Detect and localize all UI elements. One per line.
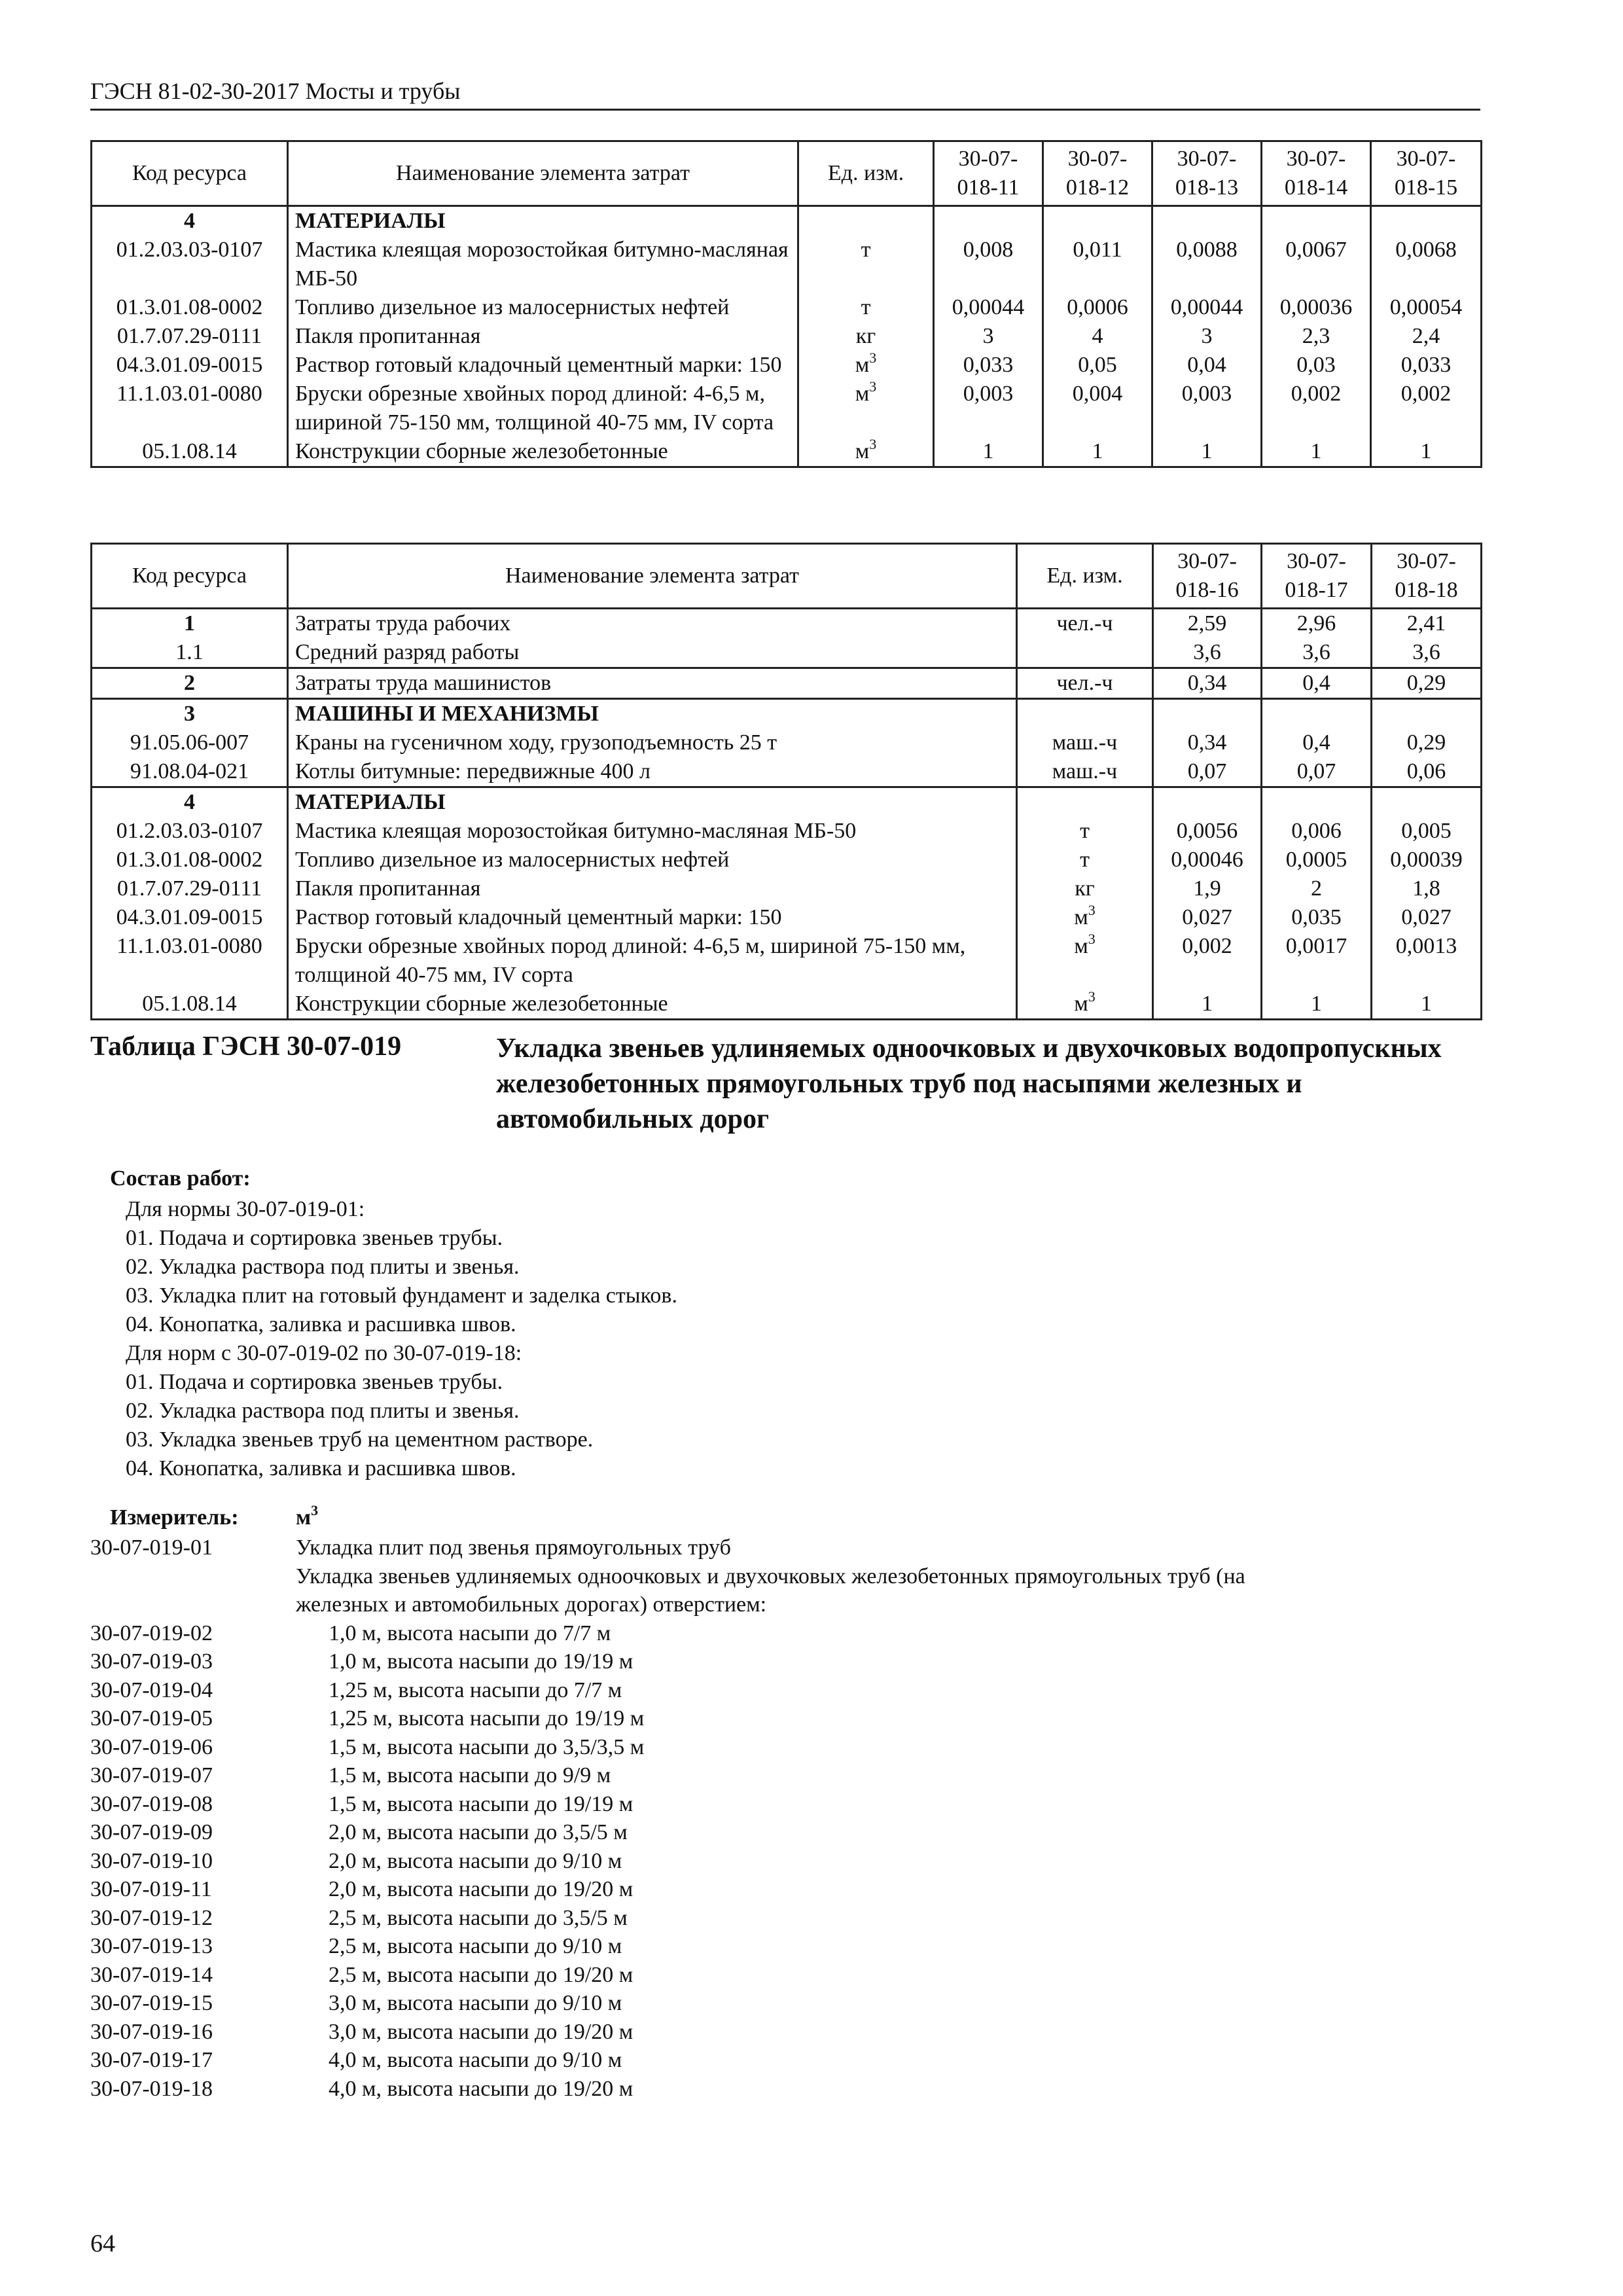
col-header-code: Код ресурса xyxy=(92,141,288,206)
list-item xyxy=(90,2018,1491,2047)
table-row xyxy=(92,236,1482,293)
resource-code: 04.3.01.09-0015 xyxy=(92,903,288,932)
list-item xyxy=(90,1704,1491,1733)
value-cell: 0,03 xyxy=(1262,351,1371,380)
value-cell: 0,002 xyxy=(1153,932,1262,990)
measure-unit: $м^3$ xyxy=(296,1502,319,1530)
list-item xyxy=(90,1534,1491,1562)
norm-code: 30-07-019-08 xyxy=(90,1791,213,1816)
norm-description: 2,0 м, высота насыпи до 19/20 м xyxy=(329,1877,633,1901)
norm-code: 30-07-019-14 xyxy=(90,1962,213,1987)
resource-name: Пакля пропитанная xyxy=(288,322,798,351)
resource-code: 91.05.06-007 xyxy=(92,728,288,757)
section-number: 3 xyxy=(92,699,288,729)
value-cell: 0,06 xyxy=(1372,757,1482,787)
resource-unit: $м^3$ xyxy=(1017,990,1153,1020)
resource-unit: т xyxy=(798,293,934,322)
resource-name: Затраты труда рабочих xyxy=(288,609,1017,639)
section-title: МАШИНЫ И МЕХАНИЗМЫ xyxy=(288,699,1017,729)
value-cell: 0,05 xyxy=(1043,351,1152,380)
list-item xyxy=(90,1676,1491,1705)
work-line: 01. Подача и сортировка звеньев трубы. xyxy=(126,1226,503,1250)
section-number: 1 xyxy=(92,609,288,639)
resource-unit: кг xyxy=(798,322,934,351)
norm-intro: Укладка звеньев удлиняемых одноочковых и двухочковых железобетонных прямоугольных труб (на xyxy=(296,1564,1245,1588)
norm-description: 2,0 м, высота насыпи до 3,5/5 м xyxy=(329,1820,628,1844)
col-header-norm: 30-07- 018-14 xyxy=(1262,141,1371,206)
section-row xyxy=(92,699,1482,729)
resource-unit: $м^3$ xyxy=(798,380,934,437)
resource-code: 11.1.03.01-0080 xyxy=(92,380,288,437)
work-line: 03. Укладка плит на готовый фундамент и заделка стыков. xyxy=(126,1283,677,1308)
page-number: 64 xyxy=(90,2230,115,2257)
norm-code: 30-07-019-15 xyxy=(90,1991,213,2015)
resource-unit: чел.-ч xyxy=(1017,668,1153,699)
value-cell: 2,96 xyxy=(1262,609,1372,639)
work-line: 01. Подача и сортировка звеньев трубы. xyxy=(126,1370,503,1394)
value-cell: 1 xyxy=(1153,990,1262,1020)
norm-code: 30-07-019-09 xyxy=(90,1820,213,1844)
value-cell: 1,9 xyxy=(1153,874,1262,903)
col-header-unit: Ед. изм. xyxy=(1017,544,1153,609)
list-item xyxy=(90,1733,1491,1762)
resource-code: 05.1.08.14 xyxy=(92,437,288,467)
section-number: 2 xyxy=(92,668,288,699)
resource-code: 01.3.01.08-0002 xyxy=(92,846,288,874)
list-item xyxy=(90,1790,1491,1819)
resource-unit: т xyxy=(798,236,934,293)
value-cell: 0,34 xyxy=(1153,668,1262,699)
value-cell: 0,0017 xyxy=(1262,932,1372,990)
norm-description: 1,0 м, высота насыпи до 19/19 м xyxy=(329,1649,633,1674)
value-cell: 3,6 xyxy=(1262,638,1372,668)
list-item xyxy=(90,1904,1491,1933)
norm-description: 1,25 м, высота насыпи до 7/7 м xyxy=(329,1677,622,1702)
resource-code: 01.7.07.29-0111 xyxy=(92,322,288,351)
resource-code: 01.7.07.29-0111 xyxy=(92,874,288,903)
running-header: ГЭСН 81-02-30-2017 Мосты и трубы xyxy=(90,78,461,104)
norm-code: 30-07-019-11 xyxy=(90,1877,212,1901)
norm-description: 4,0 м, высота насыпи до 19/20 м xyxy=(329,2076,633,2101)
norm-code: 30-07-019-05 xyxy=(90,1706,213,1731)
table-title: Таблица ГЭСН 30-07-019 xyxy=(90,1031,402,1062)
table-row xyxy=(92,351,1482,380)
value-cell: 0,07 xyxy=(1153,757,1262,787)
value-cell: 1 xyxy=(1262,437,1371,467)
norm-description: 3,0 м, высота насыпи до 19/20 м xyxy=(329,2019,633,2044)
list-item xyxy=(90,1818,1491,1847)
table-row xyxy=(92,846,1482,874)
value-cell: 0,4 xyxy=(1262,668,1372,699)
work-line: 02. Укладка раствора под плиты и звенья. xyxy=(126,1399,520,1423)
resource-name: Мастика клеящая морозостойкая битумно-масляная МБ-50 xyxy=(288,236,798,293)
value-cell: 0,008 xyxy=(934,236,1043,293)
table-row xyxy=(92,903,1482,932)
norm-list xyxy=(90,1534,1491,2103)
resource-name: Краны на гусеничном ходу, грузоподъемность 25 т xyxy=(288,728,1017,757)
col-header-name: Наименование элемента затрат xyxy=(288,141,798,206)
value-cell: 0,4 xyxy=(1262,728,1372,757)
value-cell: 1 xyxy=(1152,437,1262,467)
work-composition-title: Состав работ: xyxy=(110,1166,251,1191)
resource-name: Топливо дизельное из малосернистых нефтей xyxy=(288,846,1017,874)
resource-unit: чел.-ч xyxy=(1017,609,1153,639)
value-cell: 1 xyxy=(1043,437,1152,467)
table-header xyxy=(92,141,1482,206)
norm-description: 1,5 м, высота насыпи до 19/19 м xyxy=(329,1791,633,1816)
resource-unit xyxy=(1017,638,1153,668)
resource-name: Конструкции сборные железобетонные xyxy=(288,437,798,467)
resource-code: 11.1.03.01-0080 xyxy=(92,932,288,990)
list-item xyxy=(90,1989,1491,2018)
col-header-norm: 30-07- 018-16 xyxy=(1153,544,1262,609)
section-number: 4 xyxy=(92,787,288,817)
col-header-norm: 30-07- 018-17 xyxy=(1262,544,1372,609)
resource-code: 04.3.01.09-0015 xyxy=(92,351,288,380)
value-cell: 0,0068 xyxy=(1371,236,1482,293)
value-cell: 0,002 xyxy=(1371,380,1482,437)
value-cell: 1 xyxy=(1372,990,1482,1020)
list-item xyxy=(90,1875,1491,1904)
norm-description: 2,0 м, высота насыпи до 9/10 м xyxy=(329,1848,622,1873)
work-composition-list xyxy=(110,1195,677,1483)
resource-name: Средний разряд работы xyxy=(288,638,1017,668)
resource-name: Конструкции сборные железобетонные xyxy=(288,990,1017,1020)
norm-description: 1,5 м, высота насыпи до 9/9 м xyxy=(329,1763,611,1787)
resource-code: 05.1.08.14 xyxy=(92,990,288,1020)
header-rule xyxy=(90,109,1480,111)
value-cell: 0,00044 xyxy=(1152,293,1262,322)
value-cell: 0,0067 xyxy=(1262,236,1371,293)
list-item xyxy=(90,1932,1491,1961)
resource-name: Пакля пропитанная xyxy=(288,874,1017,903)
norm-code: 30-07-019-18 xyxy=(90,2076,213,2101)
norm-code: 30-07-019-03 xyxy=(90,1649,213,1674)
value-cell: 0,0005 xyxy=(1262,846,1372,874)
value-cell: 0,006 xyxy=(1262,817,1372,846)
value-cell: 2,41 xyxy=(1372,609,1482,639)
section-row xyxy=(92,206,1482,236)
col-header-norm: 30-07- 018-12 xyxy=(1043,141,1152,206)
resource-code: 01.2.03.03-0107 xyxy=(92,236,288,293)
col-header-norm: 30-07- 018-11 xyxy=(934,141,1043,206)
list-item xyxy=(90,1562,1491,1591)
resource-code: 01.3.01.08-0002 xyxy=(92,293,288,322)
value-cell: 3,6 xyxy=(1153,638,1262,668)
col-header-norm: 30-07- 018-13 xyxy=(1152,141,1262,206)
resource-unit: $м^3$ xyxy=(798,437,934,467)
resource-name: Топливо дизельное из малосернистых нефтей xyxy=(288,293,798,322)
norm-description: 1,5 м, высота насыпи до 3,5/3,5 м xyxy=(329,1734,645,1759)
norm-description: 1,25 м, высота насыпи до 19/19 м xyxy=(329,1706,645,1731)
norm-code: 30-07-019-16 xyxy=(90,2019,213,2044)
section-row xyxy=(92,609,1482,639)
table-row xyxy=(92,728,1482,757)
norm-code: 30-07-019-12 xyxy=(90,1905,213,1930)
value-cell: 1 xyxy=(934,437,1043,467)
table-row xyxy=(92,757,1482,787)
table-row xyxy=(92,638,1482,668)
norm-code: 30-07-019-04 xyxy=(90,1677,213,1702)
resource-unit: маш.-ч xyxy=(1017,728,1153,757)
value-cell: 0,004 xyxy=(1043,380,1152,437)
resource-name: Бруски обрезные хвойных пород длиной: 4-6,5 м, шириной 75-150 мм, толщиной 40-75 мм, IV сорта xyxy=(288,932,1017,990)
norm-code: 30-07-019-01 xyxy=(90,1535,213,1560)
value-cell: 0,035 xyxy=(1262,903,1372,932)
resource-unit: $м^3$ xyxy=(1017,903,1153,932)
resource-name: Бруски обрезные хвойных пород длиной: 4-6,5 м, шириной 75-150 мм, толщиной 40-75 мм, IV сорта xyxy=(288,380,798,437)
work-line: Для нормы 30-07-019-01: xyxy=(126,1197,365,1221)
list-item xyxy=(90,1961,1491,1990)
value-cell: 2,59 xyxy=(1153,609,1262,639)
list-item xyxy=(90,1761,1491,1790)
work-line: 04. Конопатка, заливка и расшивка швов. xyxy=(126,1312,516,1336)
table-row xyxy=(92,322,1482,351)
resource-name: Затраты труда машинистов xyxy=(288,668,1017,699)
resource-unit: т xyxy=(1017,846,1153,874)
value-cell: 0,04 xyxy=(1152,351,1262,380)
value-cell: 0,0088 xyxy=(1152,236,1262,293)
resource-unit: маш.-ч xyxy=(1017,757,1153,787)
col-header-norm: 30-07- 018-15 xyxy=(1371,141,1482,206)
value-cell: 3 xyxy=(934,322,1043,351)
resource-name: Котлы битумные: передвижные 400 л xyxy=(288,757,1017,787)
norm-code: 30-07-019-07 xyxy=(90,1763,213,1787)
value-cell: 0,033 xyxy=(934,351,1043,380)
work-line: 02. Укладка раствора под плиты и звенья. xyxy=(126,1255,520,1279)
value-cell: 0,29 xyxy=(1372,668,1482,699)
table-row xyxy=(92,437,1482,467)
value-cell: 0,027 xyxy=(1372,903,1482,932)
resource-code: 01.2.03.03-0107 xyxy=(92,817,288,846)
resource-table-1 xyxy=(90,140,1482,468)
table-description: Укладка звеньев удлиняемых одноочковых и двухочковых водопропускных железобетонных прямоугольных труб под насыпями железных и автомобильных дорог xyxy=(496,1033,1442,1134)
value-cell: 4 xyxy=(1043,322,1152,351)
value-cell: 0,003 xyxy=(1152,380,1262,437)
value-cell: 0,011 xyxy=(1043,236,1152,293)
value-cell: 2,3 xyxy=(1262,322,1371,351)
table-row xyxy=(92,932,1482,990)
norm-intro: железных и автомобильных дорогах) отверстием: xyxy=(296,1592,767,1617)
norm-code: 30-07-019-13 xyxy=(90,1934,213,1958)
value-cell: 0,00054 xyxy=(1371,293,1482,322)
table-row xyxy=(92,874,1482,903)
resource-table-2 xyxy=(90,543,1482,1020)
value-cell: 0,07 xyxy=(1262,757,1372,787)
resource-name: Раствор готовый кладочный цементный марки: 150 xyxy=(288,351,798,380)
resource-unit: $м^3$ xyxy=(798,351,934,380)
value-cell: 0,34 xyxy=(1153,728,1262,757)
value-cell: 0,00044 xyxy=(934,293,1043,322)
norm-description: 3,0 м, высота насыпи до 9/10 м xyxy=(329,1991,622,2015)
list-item xyxy=(90,2075,1491,2104)
work-line: Для норм с 30-07-019-02 по 30-07-019-18: xyxy=(126,1341,522,1365)
value-cell: 2 xyxy=(1262,874,1372,903)
value-cell: 0,0013 xyxy=(1372,932,1482,990)
resource-name: Мастика клеящая морозостойкая битумно-масляная МБ-50 xyxy=(288,817,1017,846)
section-number: 4 xyxy=(92,206,288,236)
resource-unit: $м^3$ xyxy=(1017,932,1153,990)
value-cell: 3 xyxy=(1152,322,1262,351)
resource-unit: кг xyxy=(1017,874,1153,903)
value-cell: 0,027 xyxy=(1153,903,1262,932)
resource-name: Раствор готовый кладочный цементный марки: 150 xyxy=(288,903,1017,932)
norm-description: 2,5 м, высота насыпи до 9/10 м xyxy=(329,1934,622,1958)
value-cell: 0,00046 xyxy=(1153,846,1262,874)
table-header xyxy=(92,544,1482,609)
col-header-unit: Ед. изм. xyxy=(798,141,934,206)
list-item xyxy=(90,2046,1491,2075)
resource-code: 91.08.04-021 xyxy=(92,757,288,787)
value-cell: 0,29 xyxy=(1372,728,1482,757)
value-cell: 0,003 xyxy=(934,380,1043,437)
norm-code: 30-07-019-06 xyxy=(90,1734,213,1759)
value-cell: 0,0056 xyxy=(1153,817,1262,846)
norm-description: 2,5 м, высота насыпи до 19/20 м xyxy=(329,1962,633,1987)
list-item xyxy=(90,1619,1491,1648)
norm-code: 30-07-019-17 xyxy=(90,2048,213,2072)
resource-unit: т xyxy=(1017,817,1153,846)
section-title: МАТЕРИАЛЫ xyxy=(288,787,1017,817)
value-cell: 1,8 xyxy=(1372,874,1482,903)
table-row xyxy=(92,380,1482,437)
value-cell: 0,002 xyxy=(1262,380,1371,437)
value-cell: 2,4 xyxy=(1371,322,1482,351)
section-row xyxy=(92,668,1482,699)
list-item xyxy=(90,1647,1491,1676)
norm-description: Укладка плит под звенья прямоугольных труб xyxy=(296,1535,731,1560)
norm-description: 2,5 м, высота насыпи до 3,5/5 м xyxy=(329,1905,628,1930)
col-header-name: Наименование элемента затрат xyxy=(288,544,1017,609)
table-row xyxy=(92,293,1482,322)
norm-code: 30-07-019-10 xyxy=(90,1848,213,1873)
norm-description: 4,0 м, высота насыпи до 9/10 м xyxy=(329,2048,622,2072)
work-line: 04. Конопатка, заливка и расшивка швов. xyxy=(126,1456,516,1480)
col-header-norm: 30-07- 018-18 xyxy=(1372,544,1482,609)
norm-code: 30-07-019-02 xyxy=(90,1621,213,1645)
value-cell: 0,0006 xyxy=(1043,293,1152,322)
table-row xyxy=(92,817,1482,846)
value-cell: 0,00036 xyxy=(1262,293,1371,322)
value-cell: 1 xyxy=(1371,437,1482,467)
list-item xyxy=(90,1590,1491,1619)
value-cell: 3,6 xyxy=(1372,638,1482,668)
norm-description: 1,0 м, высота насыпи до 7/7 м xyxy=(329,1621,611,1645)
resource-code: 1.1 xyxy=(92,638,288,668)
table-row xyxy=(92,990,1482,1020)
value-cell: 1 xyxy=(1262,990,1372,1020)
value-cell: 0,00039 xyxy=(1372,846,1482,874)
value-cell: 0,005 xyxy=(1372,817,1482,846)
list-item xyxy=(90,1847,1491,1876)
col-header-code: Код ресурса xyxy=(92,544,288,609)
section-title: МАТЕРИАЛЫ xyxy=(288,206,798,236)
section-row xyxy=(92,787,1482,817)
measure-label: Измеритель: xyxy=(110,1505,239,1530)
work-line: 03. Укладка звеньев труб на цементном растворе. xyxy=(126,1427,594,1452)
value-cell: 0,033 xyxy=(1371,351,1482,380)
